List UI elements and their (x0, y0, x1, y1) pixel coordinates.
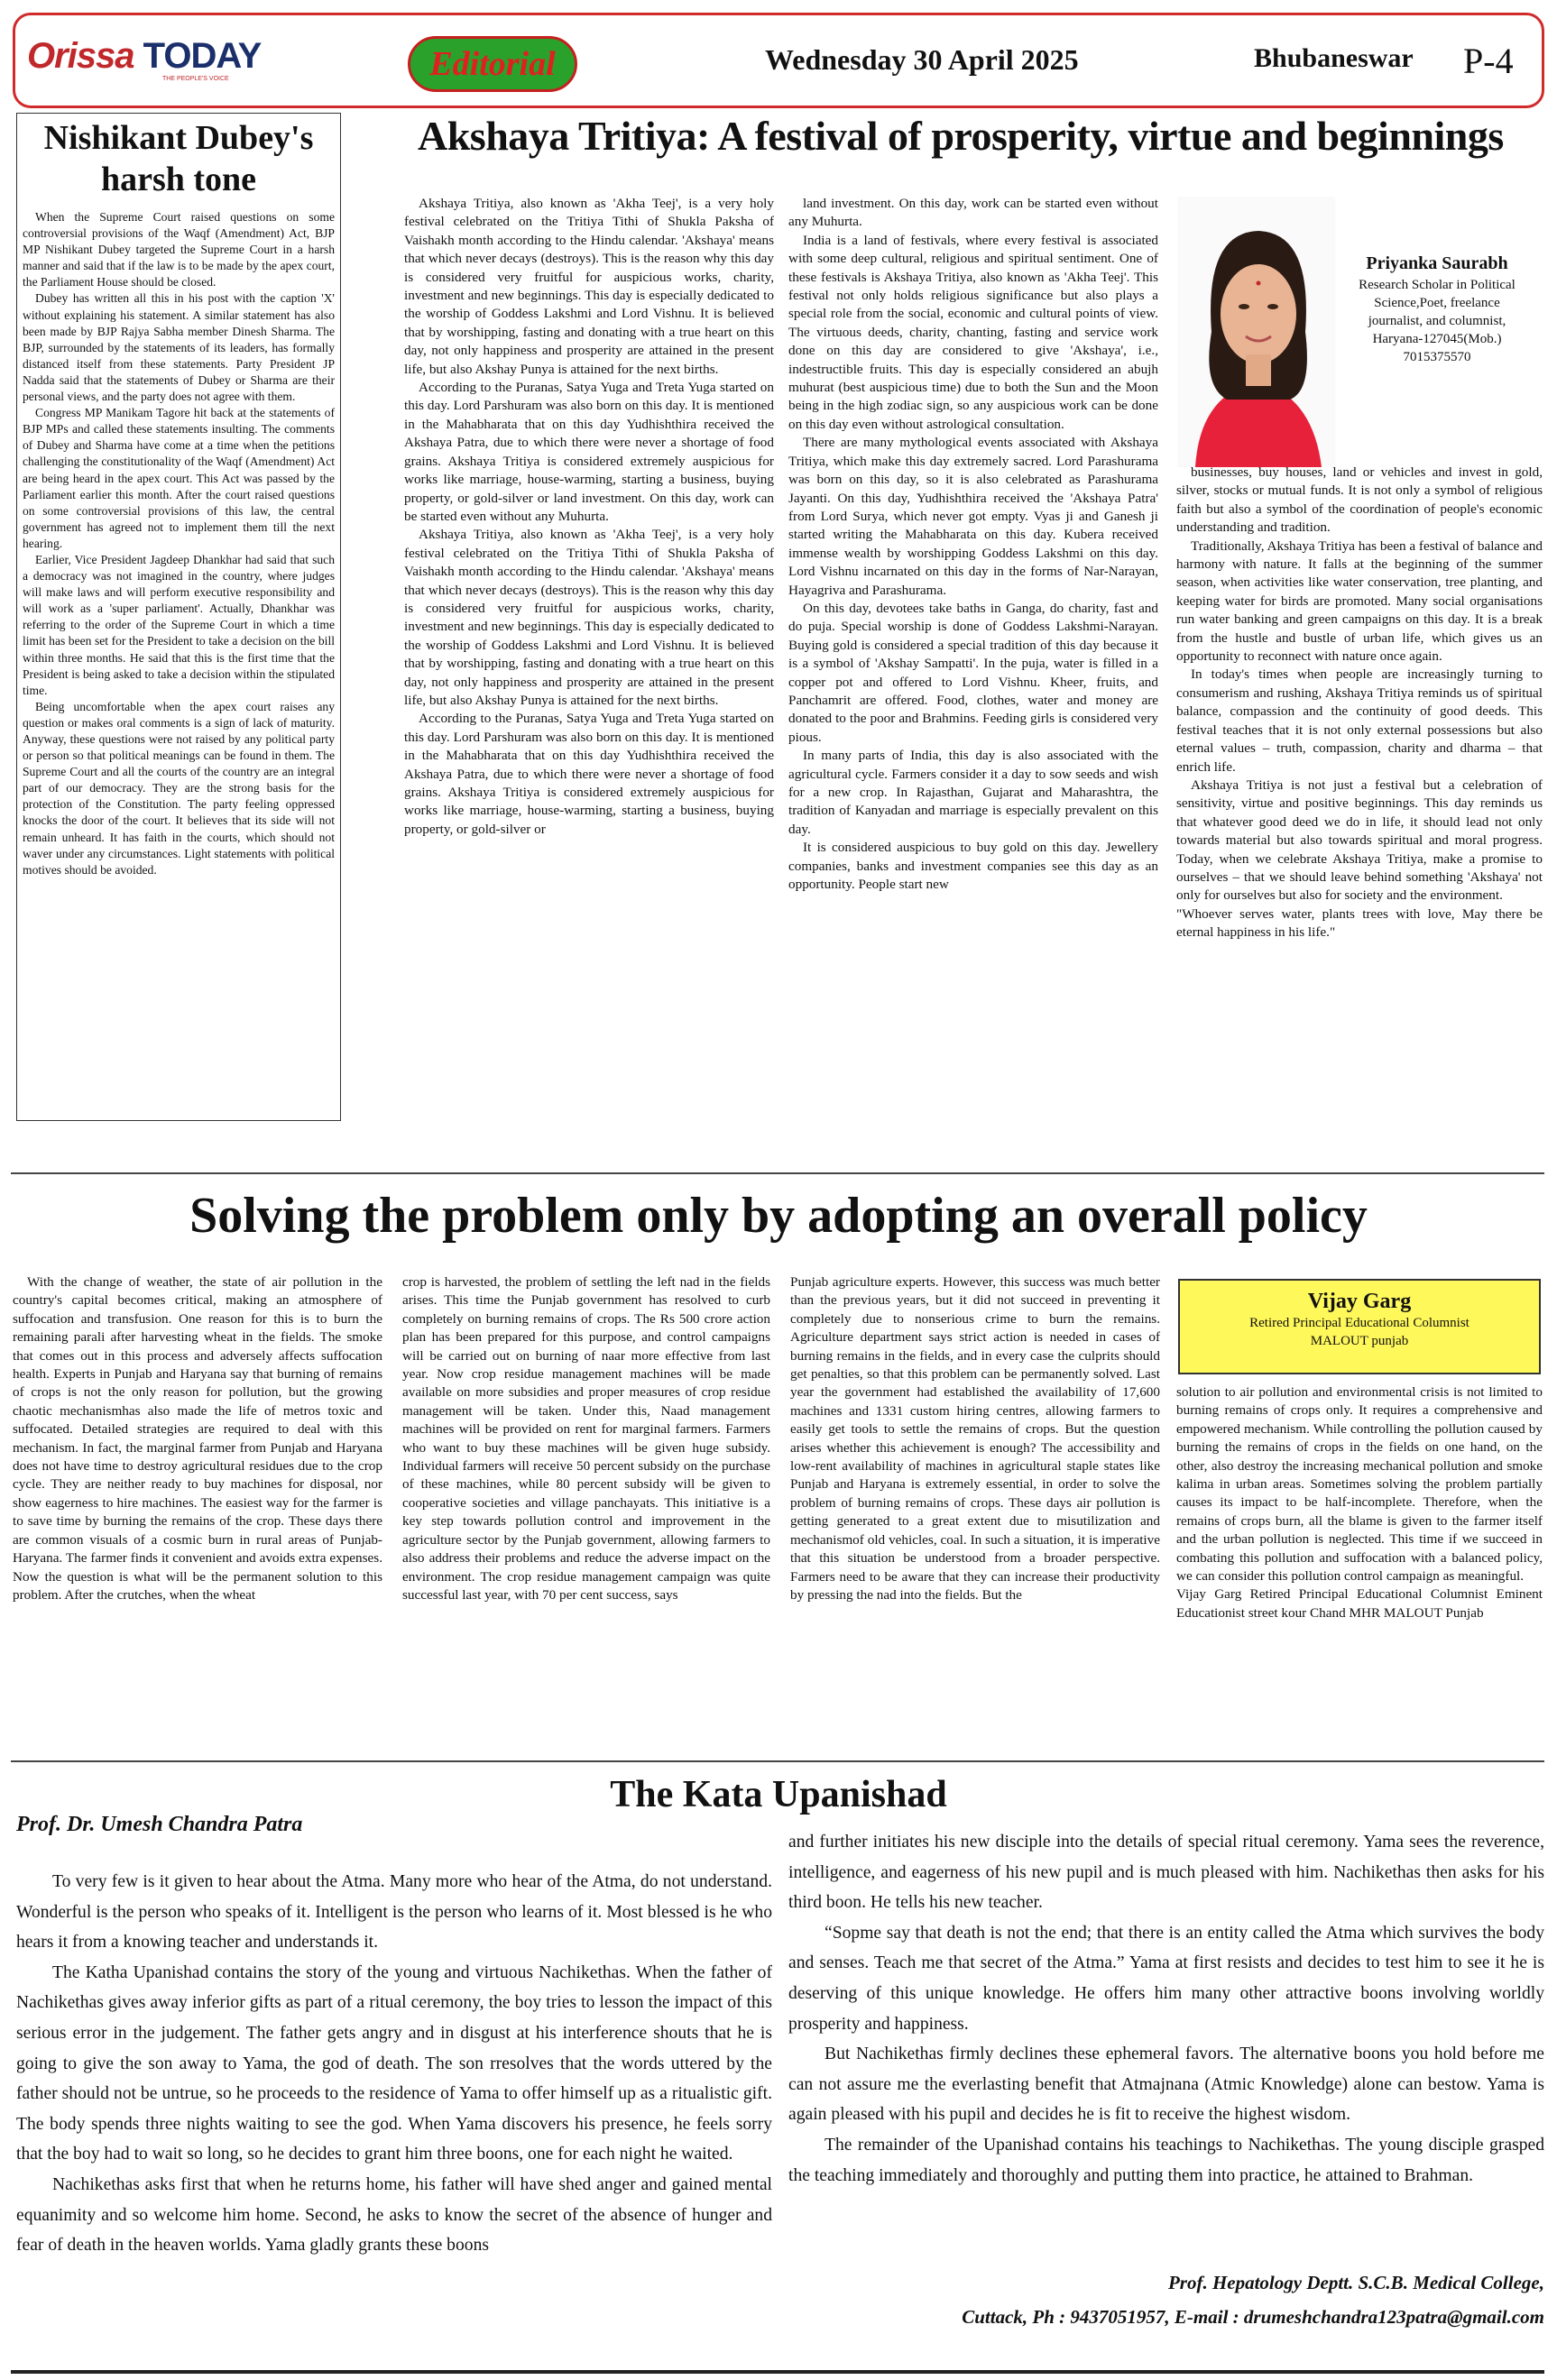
author-signature: Prof. Hepatology Deptt. S.C.B. Medical College, Cuttack, Ph : 9437051957, E-mail : drumeshchandra123patra@gmail.com (962, 2272, 1544, 2328)
author-name: Vijay Garg (1307, 1290, 1412, 1313)
article-column: To very few is it given to hear about the Atma. Many more who hear of the Atma, do not understand. Wonderful is the person who speaks of it. Intelligent is the person who learns of it. Most blessed is he who hears it from a knowing teacher and understands it. The Katha Upanishad contains the story of the young and virtuous Nachikethas. When the father of Nachikethas gives away inferior gifts as part of a ritual ceremony, the boy tries to lesson the impact of this serious error in the judgement. The father gets angry and in disgust at his interference shouts that he is going to give the son away to Yama, the god of death. The son rresolves that the words uttered by the father should not be untrue, so he proceeds to the residence of Yama to offer himself up as a ritualistic gift. The body spends three nights waiting to see the god. When Yama discovers his presence, he feels sorry that the boy had to wait so long, so he decides to grant him three boons, one for each night he waited. Nachikethas asks first that when he returns home, his father will have shed anger and gained mental equanimity and so welcome him home. Second, he asks to know the secret of the absence of hunger and fear of death in the heaven worlds. Yama gladly grants these boons (16, 1872, 772, 2256)
article-nishikant-dubey (16, 113, 341, 1121)
article-column: and further initiates his new disciple into the details of special ritual ceremony. Yama sees the reverence, intelligence, and eagerness of his new pupil and is much pleased with him. Nachikethas then asks for his third boon. He tells his new teacher. “Sopme say that death is not the end; that there is an entity called the Atma which survives the body and senses. Teach me that secret of the Atma.” Yama at first resists and decides to test him to see it he is deserving of this unique knowledge. He offers him many other attractive boons involving worldly prosperity and happiness. But Nachikethas firmly declines these ephemeral favors. The alternative boons you hold before me can not assure me the everlasting benefit that Atmajnana (Atmic Knowledge) alone can bestow. Yama is again pleased with his pupil and decides he is fit to receive the highest wisdom. The remainder of the Upanishad contains his teachings to Nachikethas. The young disciple grasped the teaching immediately and thoroughly and putting them into practice, he attained to Brahman. (788, 1833, 1544, 2185)
author-byline: Priyanka Saurabh Research Scholar in Political Science,Poet, freelance journalist, and columnist, Haryana-127045(Mob.) 7015375570 (1335, 251, 1539, 366)
article-title: Akshaya Tritiya: A festival of prosperity, virtue and beginnings (418, 113, 1504, 159)
edition-city: Bhubaneswar (1254, 43, 1414, 73)
article-column: land investment. On this day, work can be started even without any Muhurta. India is a land of festivals, where every festival is associated with some deep cultural, religious and spiritual sentiment. One of these festivals is Akshaya Tritiya, also known as 'Akha Teej'. This festival not only holds religious significance but also plays a special role from the social, economic and cultural points of view. The virtuous deeds, charity, chanting, fasting and service work done on this day are considered to give 'Akshaya', i.e., indestructible fruits. This day is especially considered an abujh muhurat (best auspicious time) due to both the Sun and the Moon being in the high zodiac sign, so any auspicious work can be done on this day even without astrological consultation. There are many mythological events associated with Akshaya Tritiya, which make this day extremely sacred. Lord Parashurama was born on this day, so it is also celebrated as Parashurama Jayanti. On this day, Yudhishthira received the 'Akshaya Patra' from Lord Surya, which never got empty. Vyas ji and Ganesh ji started writing the Mahabharata on this day. Kubera received immense wealth by worshipping Goddess Lakshmi on this day. Lord Vishnu incarnated on this day in the forms of Nar-Narayan, Hayagriva and Parashurama. On this day, devotees take baths in Ganga, do charity, fast and do puja. Special worship is done of Goddess Lakshmi-Narayan. Buying gold is considered a special tradition of this day because it is a symbol of 'Akshay Sampatti'. In the puja, water is filled in a copper pot and offered to Lord Vishnu. Kheer, fruits, and Panchamrit are offered. Food, clothes, water and money are donated to the poor and Brahmins. Feeding girls is considered very pious. In many parts of India, this day is also associated with the agricultural cycle. Farmers consider it a day to sow seeds and wish for a new crop. In Rajasthan, Gujarat and Maharashtra, the tradition of Kanyadan and marriage is especially prevalent on this day. It is considered auspicious to buy gold on this day. Jewellery companies, banks and investment companies see this day as an opportunity. People start new (788, 196, 1158, 893)
divider (11, 1172, 1544, 1174)
article-column: crop is harvested, the problem of settling the left nad in the fields arises. This time the Punjab government has resolved to curb completely on burning remains of crops. The Rs 500 crore action plan has been prepared for this purpose, and control campaigns will be carried out on burning of naar more effective from last year. Now crop residue management machines will be made available on more subsidies and proper measures of crop residue management will be taken. Under this, Naad management machines will be provided on rent for marginal farmers. Farmers who want to buy these machines will be given huge subsidy. Individual farmers will receive 50 percent subsidy on the purchase of these machines, while 80 percent subsidy will be given to cooperative societies and village panchayats. This initiative is a key step towards pollution control and improvement in the agriculture sector by the Punjab government, allowing farmers to also address their problems and reduce the adverse impact on the environment. The crop residue management campaign was quite successful last year, with 70 per cent success, says (402, 1274, 770, 1603)
divider (11, 1760, 1544, 1762)
newspaper-logo: Orissa TODAY THE PEOPLE'S VOICE (27, 36, 262, 82)
article-column: With the change of weather, the state of air pollution in the country's capital becomes critical, making an atmosphere of suffocation and transfusion. One reason for this is to burn the remaining parali after harvesting wheat in the fields. The smoke that comes out in this process and adversely affects suffocation health. Experts in Punjab and Haryana say that burning of remains of crops is not the only reason for pollution, but the growing chaotic mechanismhas also made the life of metros toxic and suffocated. Detailed strategies are required to deal with this mechanism. In fact, the marginal farmer from Punjab and Haryana does not have time to destroy agricultural residues due to the crop cycle. They are neither ready to buy machines for disposal, nor show eagerness to hire machines. The easiest way for the farmer is to save time by burning the remains of the crop. These days there are common visuals of a cosmic burn in rural areas of Punjab-Haryana. The farmer finds it convenient and avoids extra expenses. Now the question is what will be the permanent solution to this problem. After the crutches, when the wheat (13, 1274, 382, 1603)
article-column: solution to air pollution and environmental crisis is not limited to burning remains of crops only. It requires a comprehensive and empowered mechanism. While controlling the pollution caused by burning the remains of crops in the fields on one hand, on the other, also destroy the increasing mechanical pollution and smoke kalima in urban areas. Sometimes solving the problem partially causes its impact to be half-incomplete. Therefore, when the remains of crops burn, all the blame is given to the farmer itself and the urban pollution is neglected. This time if we succeed in combating this pollution and suffocation with a balanced policy, we can consider this pollution control campaign as meaningful. Vijay Garg Retired Principal Educational Columnist Eminent Educationist street kour Chand MHR MALOUT Punjab (1176, 1384, 1543, 1621)
section-badge: Editorial (408, 36, 577, 92)
author-name: Prof. Dr. Umesh Chandra Patra (16, 1813, 303, 1836)
article-title: Nishikant Dubey's harsh tone (43, 119, 314, 198)
page-bottom-rule (11, 2370, 1544, 2374)
article-title: The Kata Upanishad (610, 1774, 947, 1815)
author-box: Vijay Garg Retired Principal Educational Columnist MALOUT punjab (1178, 1279, 1541, 1374)
article-title: Solving the problem only by adopting an overall policy (189, 1188, 1368, 1244)
article-body: When the Supreme Court raised questions on some controversial provisions of the Waqf (Amendment) Act, BJP MP Nishikant Dubey targeted the Supreme Court in a harsh manner and said that if the law is to be made by the apex court, the Parliament House should be closed. Dubey has written all this in his post with the caption 'X' without explaining his statement. A similar statement has also been made by BJP Rajya Sabha member Dinesh Sharma. The BJP, surrounded by the statements of its leaders, has formally distanced itself from these statements. Party President JP Nadda said that the statements of Dubey or Sharma are their personal views, and the party does not agree with them. Congress MP Manikam Tagore hit back at the statements of BJP MPs and called these statements insulting. The comments of Dubey and Sharma have come at a time when the petitions challenging the constitutionality of the Waqf (Amendment) Act are being heard in the apex court. This Act was passed by the Parliament earlier this month. After the court raised questions on some controversial provisions of this law, the central government has agreed not to implement them till the next hearing. Earlier, Vice President Jagdeep Dhankhar had said that such a democracy was not imagined in the country, where judges will make laws and will perform executive responsibility and will work as a 'super parliament'. Actually, Dhankhar was referring to the order of the Supreme Court in which a time limit has been set for the President to take a decision on the bill within three months. He said that this is the first time that the President is being asked to take a decision within the stipulated time. Being uncomfortable when the apex court raises any question or makes oral comments is a sign of lack of maturity. Anyway, these questions were not raised by any political party or person so that political meanings can be found in them. The Supreme Court and all the courts of the country are an integral part of our democracy. They are the strong basis for the protection of the Constitution. The party feeling oppressed knocks the door of the court. It believes that its side will not remain unheard. It has faith in the courts, which should not waver under any circumstances. Light statements with political motives should be avoided. (23, 210, 335, 877)
page-number: P-4 (1463, 41, 1514, 81)
article-column: Akshaya Tritiya, also known as 'Akha Teej', is a very holy festival celebrated on the Tritiya Tithi of Shukla Paksha of Vaishakh month according to the Hindu calendar. 'Akshaya' means that which never decays (destroys). This is the reason why this day is considered very fruitful for auspicious works, charity, investment and new beginnings. This day is especially dedicated to the worship of Goddess Lakshmi and Lord Vishnu. It is believed that by worshipping, fasting and donating with a true heart on this day, not only happiness and prosperity are attained in the present life, but also Akshay Punya is attained for the next births. According to the Puranas, Satya Yuga and Treta Yuga started on this day. Lord Parshuram was also born on this day. It is mentioned in the Mahabharata that on this day Yudhishthira received the Akshaya Patra, due to which there were never a shortage of food grains. Akshaya Tritiya is considered extremely auspicious for works like marriage, house-warming, starting a business, buying property, or gold-silver or land investment. On this day, work can be started even without any Muhurta. Akshaya Tritiya, also known as 'Akha Teej', is a very holy festival celebrated on the Tritiya Tithi of Shukla Paksha of Vaishakh month according to the Hindu calendar. 'Akshaya' means that which never decays (destroys). This is the reason why this day is considered very fruitful for auspicious works, charity, investment and new beginnings. This day is especially dedicated to the worship of Goddess Lakshmi and Lord Vishnu. It is believed that by worshipping, fasting and donating with a true heart on this day, not only happiness and prosperity are attained in the present life, but also Akshay Punya is attained for the next births. According to the Puranas, Satya Yuga and Treta Yuga started on this day. Lord Parshuram was also born on this day. It is mentioned in the Mahabharata that on this day Yudhishthira received the Akshaya Patra, due to which there were never a shortage of food grains. Akshaya Tritiya is considered extremely auspicious for works like marriage, house-warming, starting a business, buying property, or gold-silver or (404, 196, 774, 837)
issue-date: Wednesday 30 April 2025 (765, 43, 1079, 76)
logo-tagline: THE PEOPLE'S VOICE (162, 76, 229, 82)
author-photo (1177, 197, 1335, 467)
author-name: Priyanka Saurabh (1366, 253, 1508, 273)
article-column: businesses, buy houses, land or vehicles and invest in gold, silver, stocks or mutual funds. It is not only a symbol of religious faith but also a symbol of the coordination of people's economic understanding and tradition. Traditionally, Akshaya Tritiya has been a festival of balance and harmony with nature. It falls at the beginning of the summer season, when activities like water conservation, tree planting, and keeping water for birds are promoted. Many social organisations run water banking and green campaigns on this day. It is a break from the hustle and bustle of urban life, which gives us an opportunity to reconnect with nature once again. In today's times when people are increasingly turning to consumerism and rushing, Akshaya Tritiya reminds us of spiritual balance, compassion and the continuity of good deeds. This festival teaches that it is not only external possessions but also eternal values – truth, compassion, charity and dharma – that enrich life. Akshaya Tritiya is not just a festival but a celebration of sensitivity, virtue and positive beginnings. This day reminds us that whatever good deed we do in life, it should lead not only towards material but also towards spiritual and moral progress. Today, when we celebrate Akshaya Tritiya, make a promise to ourselves – that we should leave behind something 'Akshaya' not only for ourselves but also for society and the environment. "Whoever serves water, plants trees with love, May there be eternal happiness in his life." (1176, 464, 1543, 941)
article-column: Punjab agriculture experts. However, this success was much better than the previous years, but it did not succeed in preventing it completely due to nonserious crime to burn the remains. Agriculture department says strict action is needed in cases of burning remains in the fields, and in every case the culprits should get penalties, so that this problem can be permanently solved. Last year the government had established the availability of 17,600 machines and 1331 custom hiring centres, allowing farmers to easily get tools to settle the remains of crops. But the question arises whether this achievement is enough? The accessibility and low-rent availability of machines in agricultural staple states like Punjab and Haryana is extremely essential, in order to solve the problem of burning remains of crops. These days air pollution is getting generated to a great extent due to misutilization and mechanismof old vehicles, coal. In such a situation, it is imperative that this situation be understood from a broader perspective. Farmers need to be aware that they can increase their productivity by pressing the nad into the fields. But the (790, 1274, 1160, 1603)
